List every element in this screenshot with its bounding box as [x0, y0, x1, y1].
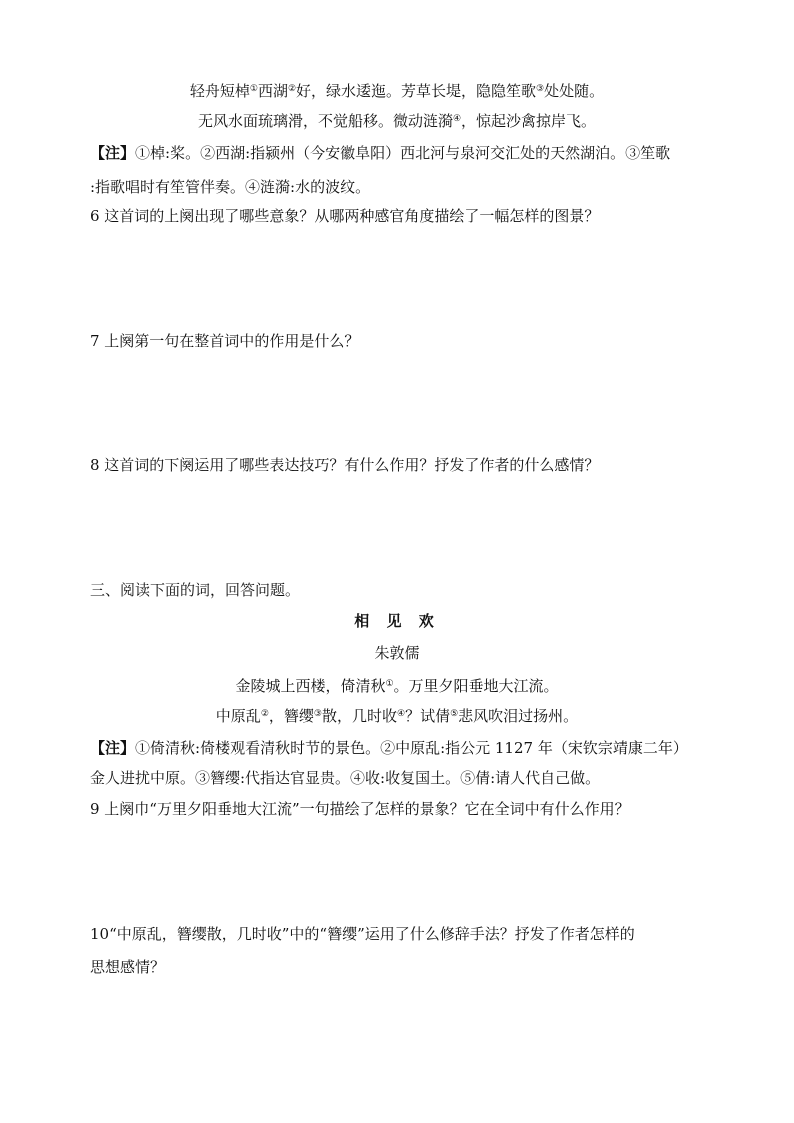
poem-text: 散，几时收 — [321, 707, 397, 725]
poem-text: ，惊起沙禽掠岸飞。 — [461, 112, 597, 130]
poem-text: 无风水面琉璃滑，不觉船移。微动涟漪 — [197, 112, 453, 130]
footnote-marker: ③ — [536, 84, 545, 94]
poem-line-2 — [0, 111, 794, 131]
question-7: 7 上阕第一句在整首词中的作用是什么？ — [90, 332, 360, 350]
poem-line-2 — [0, 706, 794, 726]
poem-line-1 — [0, 81, 794, 101]
question-6: 6 这首词的上阕出现了哪些意象？从哪两种感官角度描绘了一幅怎样的图景？ — [90, 207, 600, 225]
note-line-2 — [90, 768, 600, 788]
note-text: ①倚清秋:倚楼观看清秋时节的景色。②中原乱:指公元 1127 年（宋钦宗靖康二年） — [135, 739, 688, 757]
question-10-line-2: 思想感情？ — [90, 958, 166, 976]
note-label: 【注】 — [90, 144, 136, 162]
poem-text: ，簪缨 — [268, 707, 314, 725]
footnote-marker: ⑤ — [450, 709, 459, 719]
footnote-marker: ④ — [452, 114, 462, 124]
poem-text: 轻舟短棹 — [189, 82, 250, 100]
poem-text: ？试倩 — [405, 707, 451, 725]
note-text: :指歌唱时有笙管伴奏。④涟漪:水的波纹。 — [90, 178, 371, 196]
poem-text: 悲风吹泪过扬州。 — [458, 707, 579, 725]
poem-text: 西湖 — [257, 82, 288, 100]
question-10-line-1: 10“中原乱，簪缨散，几时收”中的“簪缨”运用了什么修辞手法？抒发了作者怎样的 — [90, 925, 635, 943]
note-text: 金人进扰中原。③簪缨:代指达官显贵。④收:收复国土。⑤倩:请人代自己做。 — [90, 769, 601, 787]
poem-text: 金陵城上西楼，倚清秋 — [235, 677, 386, 695]
footnote-marker: ③ — [313, 709, 322, 719]
question-8: 8 这首词的下阕运用了哪些表达技巧？有什么作用？抒发了作者的什么感情？ — [90, 456, 600, 474]
footnote-marker: ② — [287, 84, 297, 94]
note-label: 【注】 — [90, 739, 136, 757]
note-line-1 — [90, 143, 670, 163]
note-line-1 — [90, 738, 688, 758]
question-9: 9 上阕巾“万里夕阳垂地大江流”一句描绘了怎样的景象？它在全词中有什么作用？ — [90, 800, 630, 818]
note-line-2 — [90, 177, 370, 197]
poem-author: 朱敦儒 — [374, 644, 420, 662]
footnote-marker: ② — [260, 709, 269, 719]
poem-text: 。万里夕阳垂地大江流。 — [393, 677, 559, 695]
footnote-marker: ④ — [397, 709, 406, 719]
poem-line-1 — [0, 676, 794, 696]
poem-text: 中原乱 — [215, 707, 261, 725]
note-text: ①棹:桨。②西湖:指颍州（今安徽阜阳）西北河与泉河交汇处的天然湖泊。③笙歌 — [135, 144, 671, 162]
poem-title: 相 见 欢 — [354, 612, 440, 630]
footnote-marker: ① — [385, 679, 394, 689]
poem-text: 好，绿水逶迤。芳草长堤，隐隐笙歌 — [296, 82, 537, 100]
section-3-heading: 三、阅读下面的词，回答问题。 — [90, 581, 301, 599]
footnote-marker: ① — [249, 84, 258, 94]
poem-text: 处处随。 — [544, 82, 605, 100]
